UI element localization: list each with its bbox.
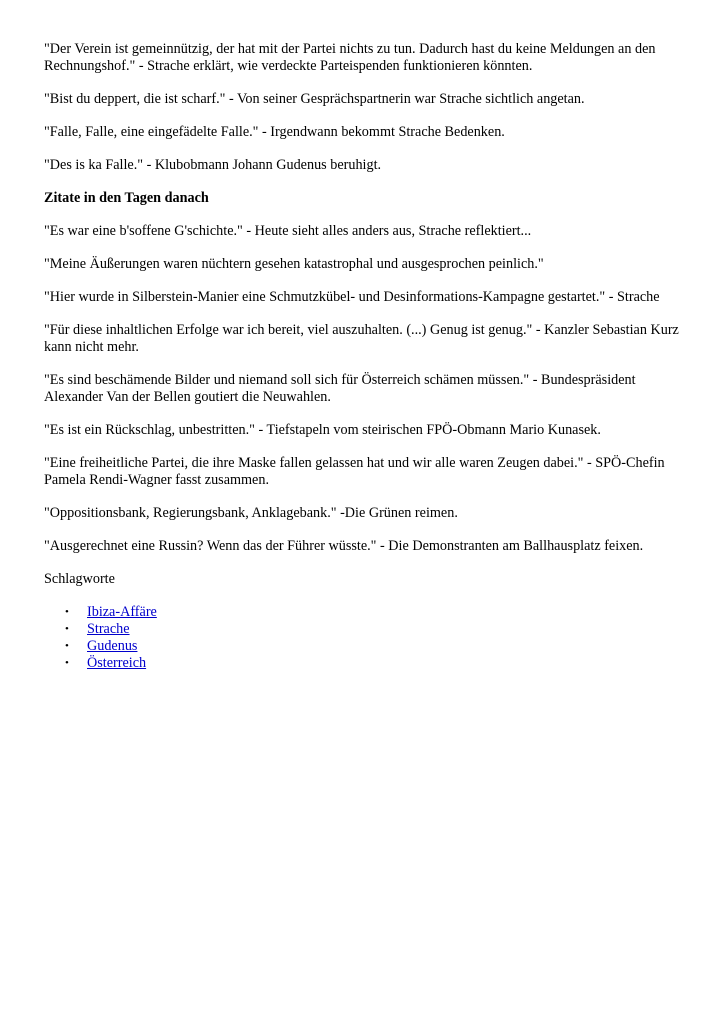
tag-list-item <box>65 638 684 655</box>
article-page <box>44 41 684 672</box>
bullet-icon: • <box>65 623 69 635</box>
bullet-icon: • <box>65 640 69 652</box>
tag-link-gudenus[interactable]: Gudenus <box>87 638 138 654</box>
quote-paragraph: "Des is ka Falle." - Klubobmann Johann Gudenus beruhigt. <box>44 157 382 173</box>
tag-list-item <box>65 621 684 638</box>
tag-list-item <box>65 604 684 621</box>
quote-paragraph: "Es war eine b'soffene G'schichte." - Heute sieht alles anders aus, Strache reflektiert... <box>44 223 532 239</box>
quote-paragraph: "Bist du deppert, die ist scharf." - Von seiner Gesprächspartnerin war Strache sichtlich angetan. <box>44 91 585 107</box>
bullet-icon: • <box>65 606 69 618</box>
quote-paragraph: "Es ist ein Rückschlag, unbestritten." - Tiefstapeln vom steirischen FPÖ-Obmann Mario Kunasek. <box>44 422 601 438</box>
tags-label: Schlagworte <box>44 571 115 587</box>
bullet-icon: • <box>65 657 69 669</box>
quote-paragraph: "Meine Äußerungen waren nüchtern gesehen katastrophal und ausgesprochen peinlich." <box>44 256 544 272</box>
tag-list-item <box>65 655 684 672</box>
quote-paragraph: "Ausgerechnet eine Russin? Wenn das der Führer wüsste." - Die Demonstranten am Ballhausplatz feixen. <box>44 538 644 554</box>
quote-paragraph: "Hier wurde in Silberstein-Manier eine Schmutzkübel- und Desinformations-Kampagne gestartet." - Strache <box>44 289 660 305</box>
quote-paragraph: "Eine freiheitliche Partei, die ihre Maske fallen gelassen hat und wir alle waren Zeugen dabei." - SPÖ-Chefin Pamela Rendi-Wagner fasst zusammen. <box>44 455 665 488</box>
tag-link-ibiza-affaere[interactable]: Ibiza-Affäre <box>87 604 157 620</box>
tag-list <box>44 604 684 672</box>
section-heading: Zitate in den Tagen danach <box>44 190 209 206</box>
quote-paragraph: "Oppositionsbank, Regierungsbank, Anklagebank." -Die Grünen reimen. <box>44 505 458 521</box>
tag-link-strache[interactable]: Strache <box>87 621 130 637</box>
quote-paragraph: "Es sind beschämende Bilder und niemand soll sich für Österreich schämen müssen." - Bundespräsident Alexander Van der Bellen goutiert die Neuwahlen. <box>44 372 636 405</box>
quote-paragraph: "Falle, Falle, eine eingefädelte Falle." - Irgendwann bekommt Strache Bedenken. <box>44 124 505 140</box>
tag-link-oesterreich[interactable]: Österreich <box>87 655 147 671</box>
quote-paragraph: "Der Verein ist gemeinnützig, der hat mit der Partei nichts zu tun. Dadurch hast du keine Meldungen an den Rechnungshof." - Strache erklärt, wie verdeckte Parteispenden funktionieren könnten. <box>44 41 656 74</box>
quote-paragraph: "Für diese inhaltlichen Erfolge war ich bereit, viel auszuhalten. (...) Genug ist genug." - Kanzler Sebastian Kurz kann nicht mehr. <box>44 322 679 355</box>
